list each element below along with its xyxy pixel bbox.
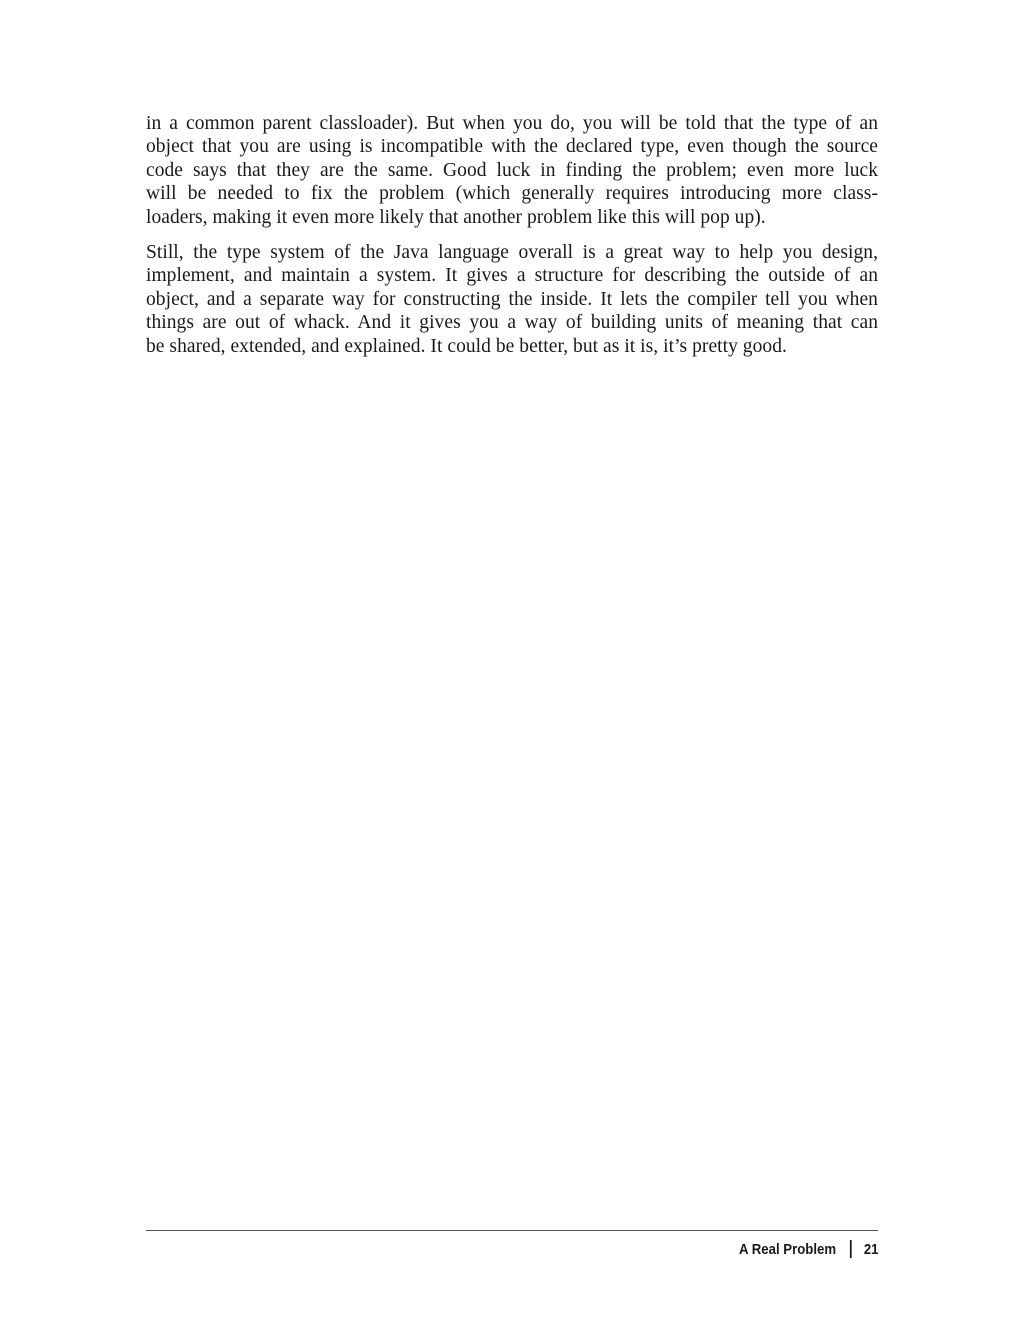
text-line: implement, and maintain a system. It gives a structure for describing the outside of an <box>146 265 878 287</box>
body-text <box>146 112 878 370</box>
text-line: object, and a separate way for constructing the inside. It lets the compiler tell you when <box>146 288 878 310</box>
text-line: object that you are using is incompatible with the declared type, even though the source <box>146 136 878 158</box>
footer-rule <box>146 1230 878 1231</box>
text-line: loaders, making it even more likely that another problem like this will pop up). <box>146 206 766 228</box>
footer-section-title: A Real Problem <box>738 1240 836 1258</box>
text-line: in a common parent classloader). But when you do, you will be told that the type of an <box>146 113 878 134</box>
text-line: things are out of whack. And it gives you a way of building units of meaning that can <box>146 312 878 334</box>
text-line: code says that they are the same. Good luck in finding the problem; even more luck <box>146 159 878 181</box>
paragraph-2 <box>146 241 878 358</box>
text-line: be shared, extended, and explained. It could be better, but as it is, it’s pretty good. <box>146 335 787 357</box>
paragraph-1 <box>146 112 878 229</box>
text-line: will be needed to fix the problem (which generally requires introducing more class- <box>146 183 878 205</box>
footer-separator <box>850 1240 851 1258</box>
text-line: Still, the type system of the Java language overall is a great way to help you design, <box>146 242 878 264</box>
page-footer <box>739 1240 878 1258</box>
page-number: 21 <box>863 1240 878 1258</box>
